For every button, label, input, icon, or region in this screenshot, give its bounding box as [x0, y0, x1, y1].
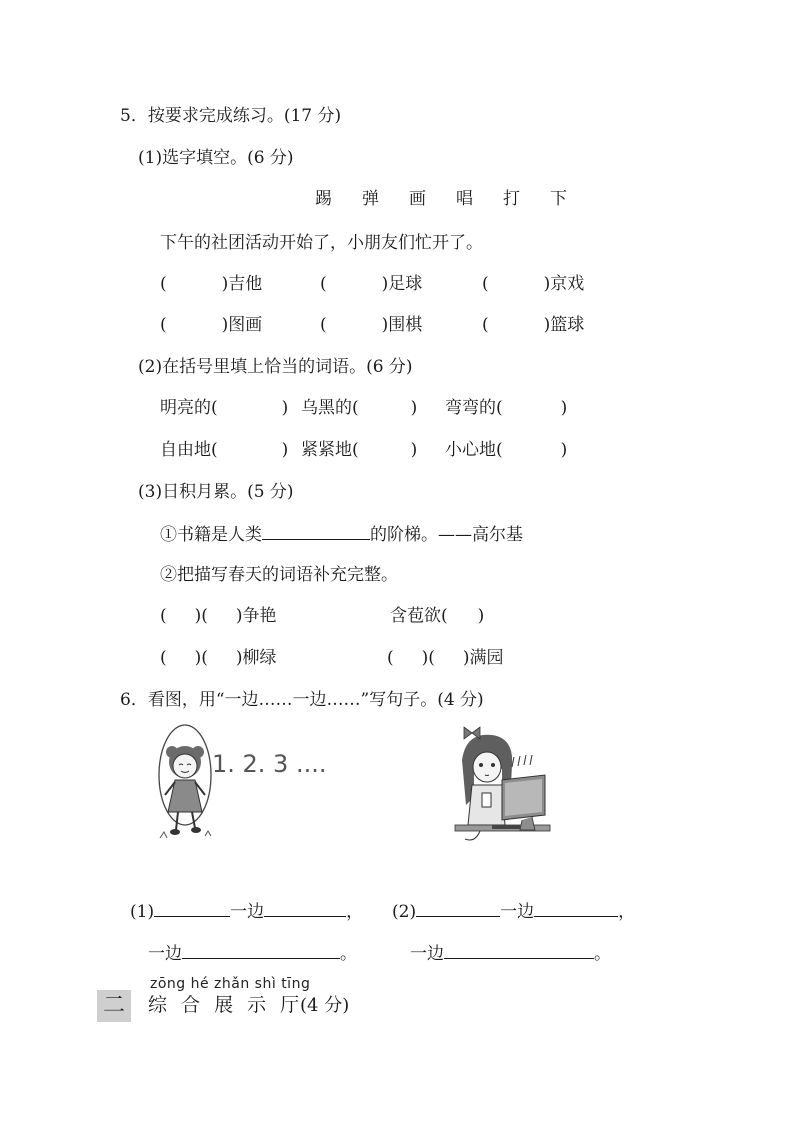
q6-title: 6．看图，用“一边……一边……”写句子。(4 分) — [120, 690, 484, 710]
fill-item: ( )图画 — [160, 315, 263, 335]
answer-blank[interactable] — [444, 944, 594, 959]
girl-computer-illustration — [450, 725, 560, 850]
choice-characters — [300, 191, 582, 208]
idiom-fill: ( )( )满园 — [387, 648, 504, 668]
fill-blank[interactable] — [262, 525, 370, 540]
choice-char: 画 — [409, 189, 426, 209]
choice-char: 唱 — [456, 189, 473, 209]
section-score: (4 分) — [300, 995, 350, 1016]
fill-item: ( )足球 — [320, 274, 423, 294]
section-pinyin: zōng hé zhǎn shì tīng — [150, 976, 311, 992]
answer-blank[interactable] — [416, 902, 500, 917]
answer-line-2b: 一边 。 — [410, 944, 611, 964]
idiom-fill: 含苞欲( ) — [390, 606, 485, 626]
q5-title: 5．按要求完成练习。(17 分) — [120, 106, 342, 126]
answer-line-1b: 一边 。 — [148, 944, 357, 964]
fill-item: ( )京戏 — [482, 274, 585, 294]
word-fill: 明亮的( ) — [160, 398, 289, 418]
answer-blank[interactable] — [264, 902, 346, 917]
word-fill: 紧紧地( ) — [301, 440, 418, 460]
idiom-fill: ( )( )柳绿 — [160, 648, 277, 668]
choice-char: 踢 — [315, 189, 332, 209]
word-fill: 乌黑的( ) — [301, 398, 418, 418]
choice-char: 打 — [503, 189, 520, 209]
section-number: 二 — [103, 993, 130, 1018]
girl-jumping-rope-illustration — [150, 720, 327, 845]
answer-line-1: (1) 一边 ， — [130, 902, 364, 922]
q5-part2-title: (2)在括号里填上恰当的词语。(6 分) — [138, 357, 413, 377]
fill-item: ( )篮球 — [482, 315, 585, 335]
word-fill: 小心地( ) — [445, 440, 568, 460]
answer-blank[interactable] — [154, 902, 230, 917]
fill-item: ( )吉他 — [160, 274, 263, 294]
idiom-fill: ( )( )争艳 — [160, 606, 277, 626]
counting-text: 1. 2. 3 .... — [212, 750, 327, 778]
choice-char: 下 — [550, 189, 567, 209]
q5-part1-intro: 下午的社团活动开始了，小朋友们忙开了。 — [160, 233, 483, 253]
answer-blank[interactable] — [534, 902, 618, 917]
choice-char: 弹 — [362, 189, 379, 209]
q5-part3-title: (3)日积月累。(5 分) — [138, 482, 294, 502]
q5-part1-title: (1)选字填空。(6 分) — [138, 148, 294, 168]
answer-blank[interactable] — [182, 944, 340, 959]
answer-line-2: (2) 一边 ， — [392, 902, 636, 922]
quote-fill: ①书籍是人类 的阶梯。——高尔基 — [160, 525, 523, 545]
q5-part3-item2: ②把描写春天的词语补充完整。 — [160, 565, 398, 585]
fill-item: ( )围棋 — [320, 315, 423, 335]
section-title: 综 合 展 示 厅 — [148, 994, 304, 1016]
word-fill: 弯弯的( ) — [445, 398, 568, 418]
word-fill: 自由地( ) — [160, 440, 289, 460]
